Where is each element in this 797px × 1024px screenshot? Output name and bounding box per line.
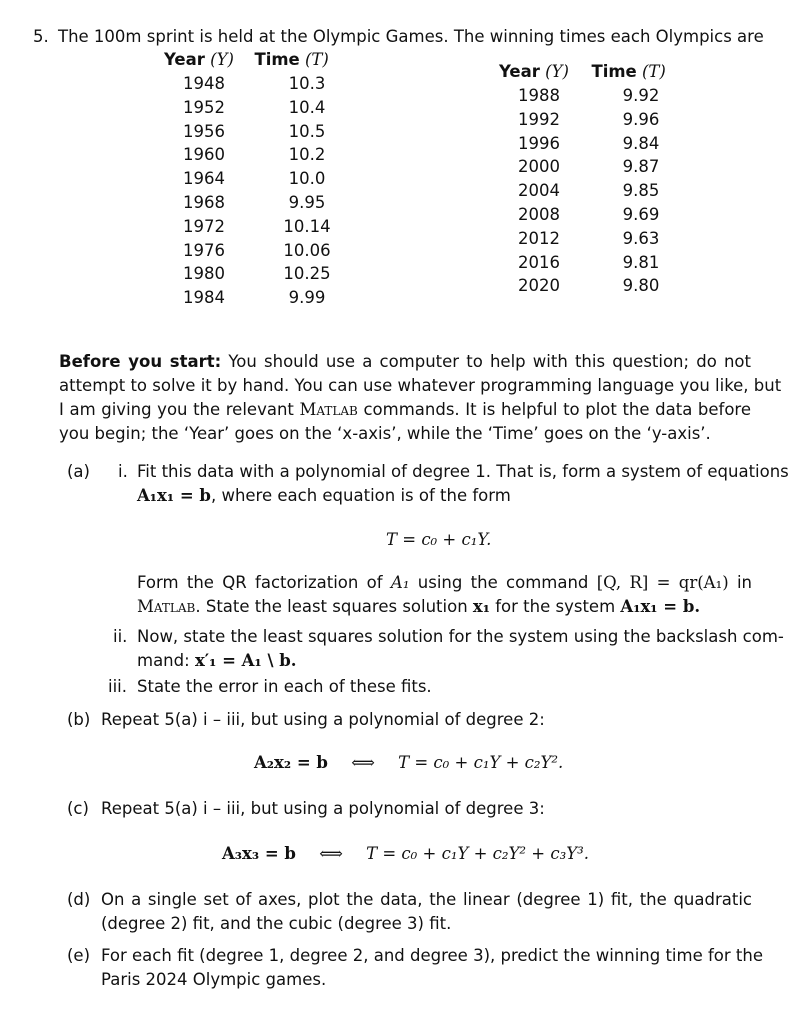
table-cell: 1972 bbox=[183, 216, 225, 236]
table-cell: 2016 bbox=[518, 252, 560, 272]
text-span: I am giving you the relevant bbox=[59, 400, 294, 419]
equation-left: A₃x₃ = b bbox=[222, 844, 296, 863]
table-cell: 1960 bbox=[183, 145, 225, 165]
table-header bbox=[164, 48, 354, 72]
text-span: Form the QR factorization of bbox=[137, 573, 383, 592]
table-cell: 1980 bbox=[183, 264, 225, 284]
table-cell: 10.3 bbox=[288, 74, 326, 93]
text-span: in bbox=[736, 573, 753, 592]
part-a-iii-label: iii. bbox=[108, 677, 127, 696]
part-a-ii-line-2 bbox=[137, 651, 297, 670]
table-cell: 1964 bbox=[183, 169, 225, 189]
before-line-3 bbox=[59, 398, 751, 422]
time-header: Time bbox=[591, 62, 637, 81]
before-label: Before you start: bbox=[59, 352, 222, 371]
part-d-label: (d) bbox=[67, 890, 91, 909]
part-e-line-2: Paris 2024 Olympic games. bbox=[101, 970, 327, 989]
equation-right: T = c₀ + c₁Y + c₂Y² + c₃Y³. bbox=[366, 844, 589, 863]
part-d-line-1: On a single set of axes, plot the data, the linear (degree 1) fit, the quadratic bbox=[101, 890, 752, 909]
table-cell: 9.99 bbox=[288, 288, 326, 308]
equation-right: T = c₀ + c₁Y + c₂Y². bbox=[398, 753, 564, 772]
time-header: Time bbox=[254, 50, 300, 69]
table-cell: 9.69 bbox=[622, 204, 660, 224]
part-a-label: (a) bbox=[67, 462, 90, 481]
table-cell: 9.63 bbox=[622, 228, 660, 248]
text-span: mand: bbox=[137, 651, 190, 670]
data-table-right bbox=[499, 60, 699, 296]
matrix-a1: A₁ bbox=[390, 573, 410, 592]
year-var: (Y) bbox=[545, 62, 569, 81]
table-cell: 10.0 bbox=[288, 169, 326, 189]
table-cell: 9.80 bbox=[622, 276, 660, 296]
part-a-ii-label: ii. bbox=[113, 627, 128, 646]
table-cell: 1984 bbox=[183, 288, 225, 308]
table-cell: 2020 bbox=[518, 276, 560, 296]
before-line-2: attempt to solve it by hand. You can use whatever programming language you like, but bbox=[59, 376, 782, 395]
table-cell: 9.87 bbox=[622, 157, 660, 177]
table-cell: 9.95 bbox=[288, 192, 326, 212]
vector-x1: x₁ bbox=[472, 597, 490, 616]
table-cell: 10.4 bbox=[288, 97, 326, 117]
part-c-text: Repeat 5(a) i – iii, but using a polynomial of degree 3: bbox=[101, 799, 545, 818]
data-table-left bbox=[164, 48, 354, 308]
year-header: Year bbox=[164, 50, 205, 69]
table-cell: 10.14 bbox=[283, 216, 331, 236]
matlab-text: Matlab bbox=[137, 597, 196, 616]
table-cell: 2000 bbox=[518, 157, 560, 177]
year-column-left bbox=[164, 72, 244, 310]
table-header bbox=[499, 60, 699, 84]
table-cell: 2004 bbox=[518, 181, 560, 201]
table-cell: 1976 bbox=[183, 240, 225, 260]
table-cell: 9.84 bbox=[622, 133, 660, 153]
text-span: You should use a computer to help with this question; do not bbox=[228, 352, 751, 371]
part-a-ii-line-1: Now, state the least squares solution for the system using the backslash com- bbox=[137, 627, 784, 646]
table-cell: 9.92 bbox=[622, 86, 660, 105]
table-cell: 1996 bbox=[518, 133, 560, 153]
part-c-equation bbox=[222, 844, 589, 863]
part-b-label: (b) bbox=[67, 710, 91, 729]
before-you-start bbox=[59, 350, 782, 446]
table-cell: 9.96 bbox=[622, 109, 660, 129]
iff-symbol: ⟺ bbox=[351, 753, 375, 772]
part-d-line-2: (degree 2) fit, and the cubic (degree 3) fit. bbox=[101, 914, 452, 933]
year-header: Year bbox=[499, 62, 540, 81]
time-column-left bbox=[267, 72, 347, 310]
time-column-right bbox=[599, 84, 683, 298]
backslash-equation: x′₁ = A₁ \ b. bbox=[194, 651, 297, 670]
text-span: . State the least squares solution bbox=[195, 597, 468, 616]
question-number: 5. bbox=[33, 27, 49, 46]
part-a-i-line-1: Fit this data with a polynomial of degree 1. That is, form a system of equations bbox=[137, 462, 789, 481]
part-e-line-1: For each fit (degree 1, degree 2, and degree 3), predict the winning time for the bbox=[101, 946, 763, 965]
part-b-equation bbox=[254, 753, 563, 772]
table-cell: 1948 bbox=[183, 74, 225, 93]
year-var: (Y) bbox=[210, 50, 234, 69]
table-cell: 1952 bbox=[183, 97, 225, 117]
table-cell: 1992 bbox=[518, 109, 560, 129]
table-cell: 2012 bbox=[518, 228, 560, 248]
text-span: , where each equation is of the form bbox=[210, 486, 511, 505]
qr-command: [Q, R] = qr(A₁) bbox=[596, 573, 729, 592]
equation-inline: A₁x₁ = b. bbox=[620, 597, 701, 616]
time-var: (T) bbox=[641, 62, 666, 81]
equation-inline: A₁x₁ = b bbox=[137, 486, 211, 505]
part-e-label: (e) bbox=[67, 946, 91, 965]
table-cell: 10.06 bbox=[283, 240, 331, 260]
table-cell: 10.25 bbox=[283, 264, 331, 284]
part-a-qr-line-2 bbox=[137, 597, 700, 616]
part-a-qr-line-1 bbox=[137, 573, 752, 592]
table-cell: 1956 bbox=[183, 121, 225, 141]
equation-left: A₂x₂ = b bbox=[254, 753, 328, 772]
table-cell: 10.2 bbox=[288, 145, 326, 165]
table-cell: 1968 bbox=[183, 192, 225, 212]
table-cell: 1988 bbox=[518, 86, 560, 105]
part-a-iii-text: State the error in each of these fits. bbox=[137, 677, 432, 696]
before-line-1 bbox=[59, 350, 751, 374]
table-cell: 2008 bbox=[518, 204, 560, 224]
table-cell: 9.81 bbox=[622, 252, 660, 272]
table-cell: 10.5 bbox=[288, 121, 326, 141]
part-c-label: (c) bbox=[67, 799, 89, 818]
question-intro: The 100m sprint is held at the Olympic Games. The winning times each Olympics are bbox=[58, 27, 764, 46]
before-line-4: you begin; the ‘Year’ goes on the ‘x-axis’, while the ‘Time’ goes on the ‘y-axis’. bbox=[59, 424, 711, 443]
part-a-i-line-2 bbox=[137, 486, 511, 505]
part-a-i-label: i. bbox=[118, 462, 128, 481]
matlab-text: Matlab bbox=[299, 400, 358, 419]
time-var: (T) bbox=[304, 50, 329, 69]
part-a-equation: T = c₀ + c₁Y. bbox=[386, 530, 492, 549]
table-cell: 9.85 bbox=[622, 181, 660, 201]
part-b-text: Repeat 5(a) i – iii, but using a polynomial of degree 2: bbox=[101, 710, 545, 729]
text-span: for the system bbox=[495, 597, 616, 616]
year-column-right bbox=[499, 84, 579, 298]
iff-symbol: ⟺ bbox=[319, 844, 343, 863]
text-span: using the command bbox=[417, 573, 589, 592]
text-span: commands. It is helpful to plot the data before bbox=[363, 400, 751, 419]
